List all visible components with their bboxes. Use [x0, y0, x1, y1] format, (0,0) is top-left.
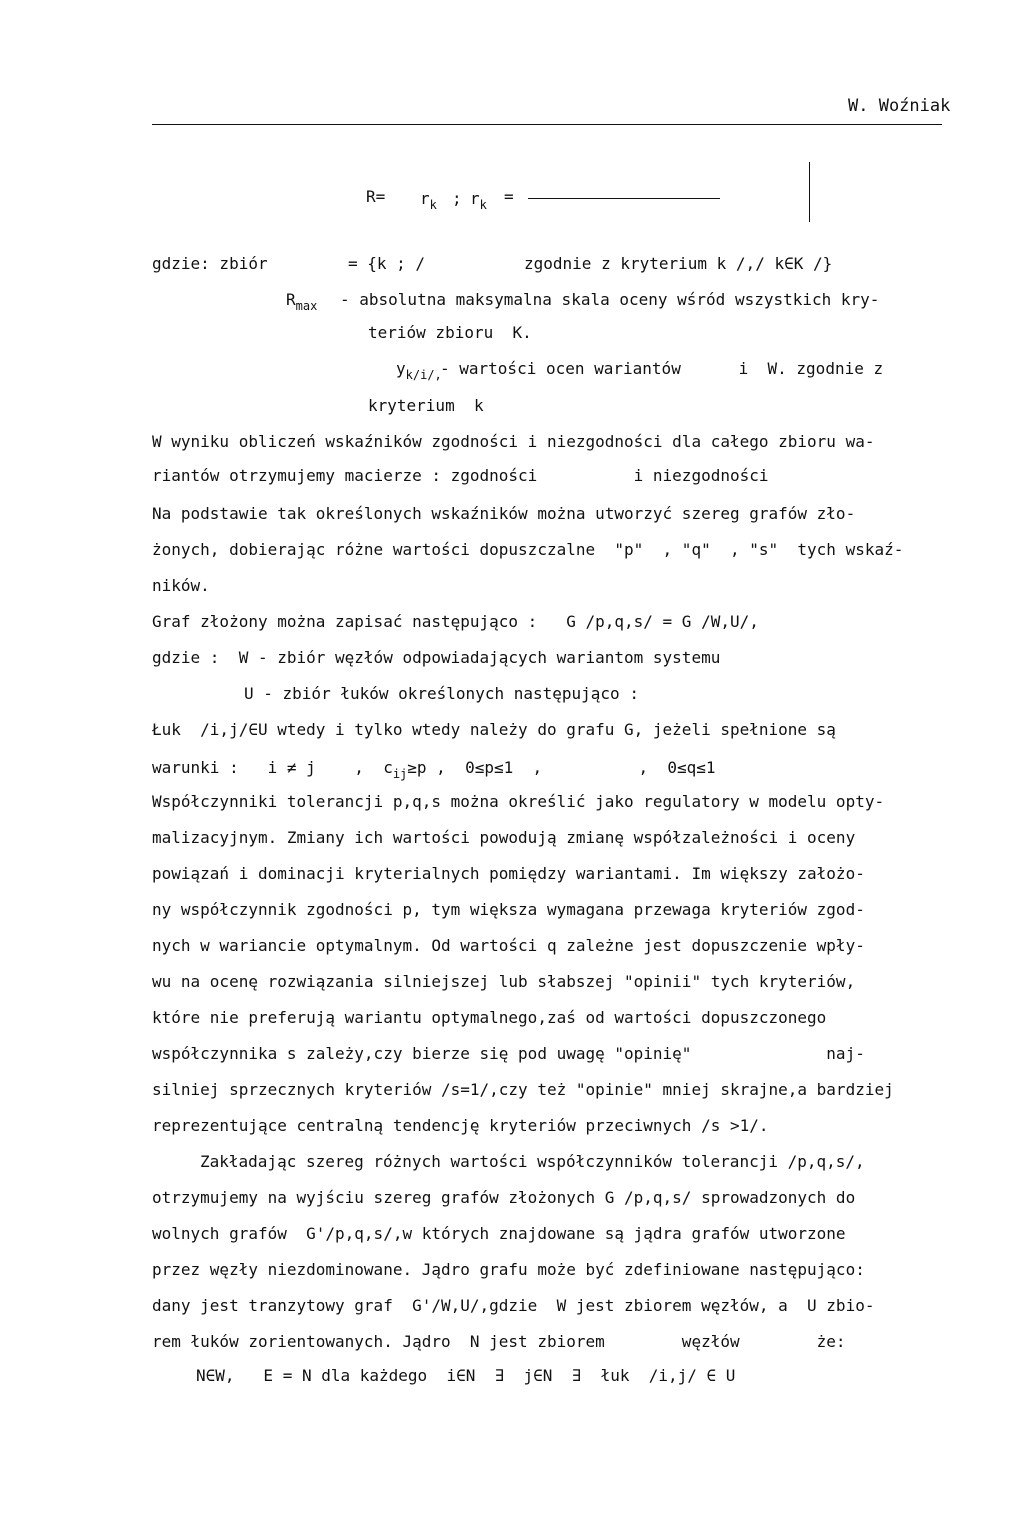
rmax-symbol: $R_{max}$ — [286, 290, 318, 313]
conditions-line: warunki : i ≠ j , $c_{ij}\ge p$ , 0≤p≤1 , , 0≤q≤1 — [152, 758, 716, 781]
body-line: współczynnika s zależy,czy bierze się pod uwagę "opinię" naj- — [152, 1044, 865, 1063]
body-line: Współczynniki tolerancji p,q,s można określić jako regulatory w modelu opty- — [152, 792, 885, 811]
body-line: Łuk /i,j/∈U wtedy i tylko wtedy należy do grafu G, jeżeli spełnione są — [152, 720, 836, 739]
formula-equals: = — [504, 187, 514, 206]
formula-rk2: $r_k$ — [470, 189, 487, 212]
rmax-description: - absolutna maksymalna skala oceny wśród wszystkich kry- — [340, 290, 880, 309]
formula-rk: $r_k$ — [420, 189, 437, 212]
body-line: Na podstawie tak określonych wskaźników można utworzyć szereg grafów zło- — [152, 504, 856, 523]
body-line: ników. — [152, 576, 210, 595]
body-line: które nie preferują wariantu optymalnego,zaś od wartości dopuszczonego — [152, 1008, 827, 1027]
body-line: malizacyjnym. Zmiany ich wartości powodują zmianę współzależności i oceny — [152, 828, 856, 847]
set-open: = {k ; / — [348, 254, 426, 273]
body-line: W wyniku obliczeń wskaźników zgodności i niezgodności dla całego zbioru wa- — [152, 432, 875, 451]
body-line: powiązań i dominacji kryterialnych pomiędzy wariantami. Im większy założo- — [152, 864, 865, 883]
body-line: reprezentujące centralną tendencję kryteriów przeciwnych /s >1/. — [152, 1116, 769, 1135]
rmax-description-cont: teriów zbioru K. — [368, 323, 532, 342]
set-condition: zgodnie z kryterium k /,/ k∈K /} — [524, 254, 833, 273]
body-line: rem łuków zorientowanych. Jądro N jest zbiorem węzłów że: — [152, 1332, 846, 1351]
fraction-bar — [528, 198, 720, 199]
formula-semicolon: ; — [452, 189, 462, 208]
yk-description: - wartości ocen wariantów i W. zgodnie z — [440, 359, 884, 378]
body-line: wu na ocenę rozwiązania silniejszej lub słabszej "opinii" tych kryteriów, — [152, 972, 856, 991]
formula-lhs: R= — [366, 187, 386, 206]
body-line: U - zbiór łuków określonych następująco : — [244, 684, 639, 703]
yk-symbol: $y_{k/i/,}$ — [396, 359, 442, 382]
body-line: ny współczynnik zgodności p, tym większa wymagana przewaga kryteriów zgod- — [152, 900, 865, 919]
header-rule — [152, 124, 942, 125]
body-line: przez węzły niezdominowane. Jądro grafu może być zdefiniowane następująco: — [152, 1260, 865, 1279]
body-line: silniej sprzecznych kryteriów /s=1/,czy też "opinie" mniej skrajne,a bardziej — [152, 1080, 894, 1099]
gdzie-label: gdzie: zbiór — [152, 254, 268, 273]
yk-description-cont: kryterium k — [368, 396, 484, 415]
body-line: dany jest tranzytowy graf G'/W,U/,gdzie W jest zbiorem węzłów, a U zbio- — [152, 1296, 875, 1315]
body-line: żonych, dobierając różne wartości dopuszczalne "p" , "q" , "s" tych wskaź- — [152, 540, 904, 559]
body-line: N∈W, E = N dla każdego i∈N ∃ j∈N ∃ łuk /i,j/ ∈ U — [196, 1366, 736, 1385]
body-line: riantów otrzymujemy macierze : zgodności i niezgodności — [152, 466, 769, 485]
body-line: nych w wariancie optymalnym. Od wartości q zależne jest dopuszczenie wpły- — [152, 936, 865, 955]
body-line: otrzymujemy na wyjściu szereg grafów złożonych G /p,q,s/ sprowadzonych do — [152, 1188, 856, 1207]
body-line: Zakładając szereg różnych wartości współczynników tolerancji /p,q,s/, — [200, 1152, 865, 1171]
body-line: gdzie : W - zbiór węzłów odpowiadających wariantom systemu — [152, 648, 721, 667]
formula-vertical-bar — [809, 162, 810, 222]
body-line: wolnych grafów G'/p,q,s/,w których znajdowane są jądra grafów utworzone — [152, 1224, 846, 1243]
running-header-author: W. Woźniak — [848, 96, 951, 116]
body-line: Graf złożony można zapisać następująco : G /p,q,s/ = G /W,U/, — [152, 612, 759, 631]
